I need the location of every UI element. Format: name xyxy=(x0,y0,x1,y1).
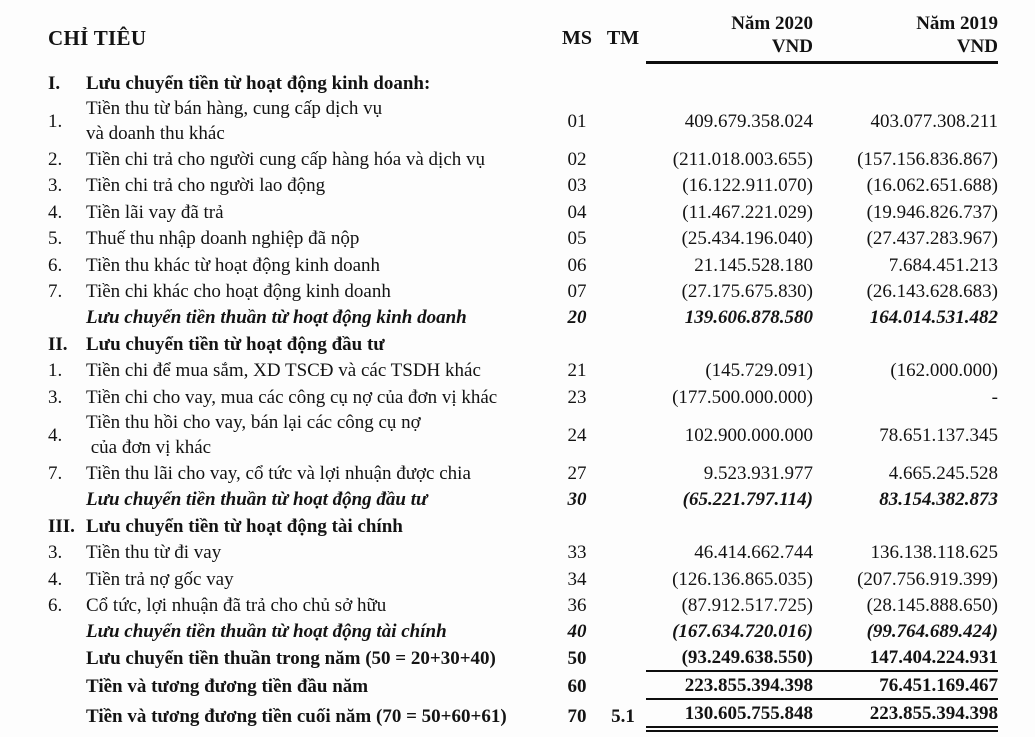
row-number: II. xyxy=(48,333,68,355)
row-label xyxy=(86,461,554,486)
currency-vnd-2020: VND xyxy=(771,36,813,57)
value-2019: (27.437.283.967) xyxy=(866,228,998,250)
table-row xyxy=(48,96,1035,146)
value-2020: 9.523.931.977 xyxy=(703,462,813,484)
year-2020-label: Năm 2020 xyxy=(731,13,813,34)
table-row xyxy=(48,252,1035,278)
row-label xyxy=(86,173,554,198)
value-2019: (16.062.651.688) xyxy=(866,175,998,197)
row-number: 7. xyxy=(48,462,63,484)
value-2020: 46.414.662.744 xyxy=(694,542,813,564)
ms-code: 50 xyxy=(567,648,587,670)
table-row xyxy=(48,331,1035,357)
value-2019: 164.014.531.482 xyxy=(869,307,998,329)
table-row xyxy=(48,70,1035,96)
table-header xyxy=(48,12,1035,64)
ms-code: 06 xyxy=(567,254,587,276)
value-2020: (211.018.003.655) xyxy=(672,149,813,171)
value-2020: (65.221.797.114) xyxy=(682,489,813,511)
ms-code: 27 xyxy=(567,462,587,484)
row-label xyxy=(86,279,554,304)
row-label xyxy=(86,619,554,644)
ms-code: 01 xyxy=(567,110,587,132)
column-header-2019 xyxy=(813,12,998,58)
value-2020: 130.605.755.848 xyxy=(684,703,813,725)
row-number: 4. xyxy=(48,201,63,223)
ms-code: 24 xyxy=(567,424,587,446)
ms-code: 20 xyxy=(567,307,587,329)
ms-code: 40 xyxy=(567,621,587,643)
row-label xyxy=(86,567,554,592)
row-label xyxy=(86,704,554,729)
value-columns xyxy=(646,619,998,645)
ms-code: 34 xyxy=(567,568,587,590)
row-label xyxy=(86,593,554,618)
value-2020: (25.434.196.040) xyxy=(681,228,813,250)
value-2019: (157.156.836.867) xyxy=(857,149,998,171)
table-row xyxy=(48,592,1035,618)
table-row xyxy=(48,278,1035,304)
row-number: I. xyxy=(48,72,61,94)
row-label xyxy=(86,410,554,460)
value-columns xyxy=(646,226,998,252)
value-2020: (145.729.091) xyxy=(705,360,813,382)
row-label-line: của đơn vị khác xyxy=(86,437,212,459)
row-label xyxy=(86,646,554,671)
value-columns xyxy=(646,358,998,384)
value-columns xyxy=(646,592,998,618)
row-label xyxy=(86,385,554,410)
row-label-line: Tiền trả nợ gốc vay xyxy=(86,568,234,590)
value-2020: 102.900.000.000 xyxy=(684,424,813,446)
row-number: 4. xyxy=(48,424,63,446)
row-label-line: Lưu chuyển tiền thuần trong năm (50 = 20+30+40) xyxy=(86,648,496,670)
row-label xyxy=(86,358,554,383)
row-label-line: Tiền chi khác cho hoạt động kinh doanh xyxy=(86,281,391,303)
row-label xyxy=(86,674,554,699)
row-label-line: Tiền thu lãi cho vay, cổ tức và lợi nhuận được chia xyxy=(86,462,471,484)
value-2019: 4.665.245.528 xyxy=(888,462,998,484)
value-columns xyxy=(646,410,998,460)
row-number: 6. xyxy=(48,254,63,276)
value-2019: (28.145.888.650) xyxy=(866,594,998,616)
row-label-line: Tiền thu từ đi vay xyxy=(86,542,222,564)
value-columns xyxy=(646,673,998,700)
value-columns xyxy=(646,305,998,331)
ms-code: 03 xyxy=(567,175,587,197)
row-number: III. xyxy=(48,515,75,537)
row-number: 3. xyxy=(48,542,63,564)
value-2020: (177.500.000.000) xyxy=(672,386,813,408)
currency-vnd-2019: VND xyxy=(956,36,998,57)
value-columns xyxy=(646,199,998,225)
row-label xyxy=(86,147,554,172)
row-label-line: và doanh thu khác xyxy=(86,123,225,145)
value-2019: 76.451.169.467 xyxy=(879,675,998,697)
row-label xyxy=(86,253,554,278)
value-columns xyxy=(646,645,998,672)
row-label-line: Tiền chi trả cho người lao động xyxy=(86,175,326,197)
table-row xyxy=(48,619,1035,645)
row-number: 3. xyxy=(48,175,63,197)
table-row xyxy=(48,199,1035,225)
value-columns xyxy=(646,487,998,513)
value-columns xyxy=(646,539,998,565)
value-columns xyxy=(646,460,998,486)
row-number: 2. xyxy=(48,149,63,171)
ms-code: 21 xyxy=(567,360,587,382)
value-2020: (16.122.911.070) xyxy=(682,175,813,197)
row-label xyxy=(86,96,554,146)
value-columns xyxy=(646,331,998,357)
value-2019: (19.946.826.737) xyxy=(866,201,998,223)
row-label-line: Tiền và tương đương tiền cuối năm (70 = 50+60+61) xyxy=(86,706,507,728)
value-2019: 78.651.137.345 xyxy=(879,424,998,446)
value-2019: (207.756.919.399) xyxy=(857,568,998,590)
row-label-line: Cổ tức, lợi nhuận đã trả cho chủ sở hữu xyxy=(86,594,387,616)
value-2019: 7.684.451.213 xyxy=(888,254,998,276)
value-2020: (11.467.221.029) xyxy=(682,201,813,223)
row-label-line: Lưu chuyển tiền từ hoạt động kinh doanh: xyxy=(86,72,431,94)
value-columns xyxy=(646,252,998,278)
value-columns xyxy=(646,566,998,592)
row-label-line: Tiền chi trả cho người cung cấp hàng hóa và dịch vụ xyxy=(86,149,486,171)
table-row xyxy=(48,487,1035,513)
row-label-line: Lưu chuyển tiền thuần từ hoạt động tài chính xyxy=(86,621,447,643)
row-label-line: Tiền thu hồi cho vay, bán lại các công cụ nợ xyxy=(86,412,421,434)
table-row xyxy=(48,566,1035,592)
row-label-line: Tiền thu từ bán hàng, cung cấp dịch vụ xyxy=(86,98,383,120)
value-2019: 136.138.118.625 xyxy=(870,542,998,564)
row-label-line: Tiền lãi vay đã trả xyxy=(86,201,224,223)
ms-code: 05 xyxy=(567,228,587,250)
column-header-2020 xyxy=(646,12,813,58)
ms-code: 07 xyxy=(567,281,587,303)
row-label xyxy=(86,226,554,251)
value-2020: (87.912.517.725) xyxy=(681,594,813,616)
value-2019: 147.404.224.931 xyxy=(869,647,998,669)
ms-code: 36 xyxy=(567,594,587,616)
cash-flow-table-body xyxy=(48,70,1035,733)
value-2020: 139.606.878.580 xyxy=(684,307,813,329)
row-number: 1. xyxy=(48,110,63,132)
value-columns xyxy=(646,96,998,146)
table-row xyxy=(48,358,1035,384)
table-row xyxy=(48,173,1035,199)
column-header-ms: MS xyxy=(562,26,592,49)
row-label-line: Tiền chi cho vay, mua các công cụ nợ của đơn vị khác xyxy=(86,386,498,408)
row-label-line: Tiền chi để mua sắm, XD TSCĐ và các TSDH khác xyxy=(86,360,481,382)
tm-note: 5.1 xyxy=(611,706,635,728)
row-label xyxy=(86,332,554,357)
value-columns xyxy=(646,513,998,539)
table-row xyxy=(48,645,1035,673)
row-number: 7. xyxy=(48,281,63,303)
row-number: 3. xyxy=(48,386,63,408)
value-2019: (26.143.628.683) xyxy=(866,281,998,303)
row-label-line: Lưu chuyển tiền thuần từ hoạt động đầu tư xyxy=(86,489,428,511)
value-2020: 223.855.394.398 xyxy=(684,675,813,697)
table-row xyxy=(48,384,1035,410)
value-columns xyxy=(646,70,998,96)
value-2019: (99.764.689.424) xyxy=(866,621,998,643)
row-label xyxy=(86,487,554,512)
column-header-tm: TM xyxy=(606,26,640,49)
value-2020: (27.175.675.830) xyxy=(681,281,813,303)
row-label xyxy=(86,305,554,330)
value-2020: (93.249.638.550) xyxy=(681,647,813,669)
table-row xyxy=(48,146,1035,172)
value-2019: 403.077.308.211 xyxy=(870,110,998,132)
year-columns-header xyxy=(646,12,998,64)
value-2019: 223.855.394.398 xyxy=(869,703,998,725)
value-2020: (126.136.865.035) xyxy=(672,568,813,590)
value-2019: 83.154.382.873 xyxy=(879,489,998,511)
ms-code: 30 xyxy=(567,489,587,511)
value-columns xyxy=(646,146,998,172)
row-number: 1. xyxy=(48,360,63,382)
row-label xyxy=(86,71,554,96)
table-row xyxy=(48,460,1035,486)
table-row xyxy=(48,226,1035,252)
row-label xyxy=(86,200,554,225)
row-number: 6. xyxy=(48,594,63,616)
row-label xyxy=(86,514,554,539)
value-2020: (167.634.720.016) xyxy=(672,621,813,643)
column-header-chi-tieu: CHỈ TIÊU xyxy=(48,25,147,50)
table-row xyxy=(48,305,1035,331)
value-2019: - xyxy=(991,386,998,408)
row-label-line: Lưu chuyển tiền thuần từ hoạt động kinh doanh xyxy=(86,307,467,329)
table-row xyxy=(48,410,1035,460)
value-columns xyxy=(646,384,998,410)
value-2020: 409.679.358.024 xyxy=(684,110,813,132)
value-2020: 21.145.528.180 xyxy=(694,254,813,276)
row-number: 4. xyxy=(48,568,63,590)
table-row xyxy=(48,539,1035,565)
row-label-line: Tiền và tương đương tiền đầu năm xyxy=(86,676,369,698)
value-columns xyxy=(646,701,998,732)
row-label-line: Lưu chuyển tiền từ hoạt động đầu tư xyxy=(86,333,385,355)
value-2019: (162.000.000) xyxy=(890,360,998,382)
ms-code: 60 xyxy=(567,676,587,698)
value-columns xyxy=(646,278,998,304)
row-number: 5. xyxy=(48,228,63,250)
table-row xyxy=(48,513,1035,539)
row-label-line: Tiền thu khác từ hoạt động kinh doanh xyxy=(86,254,381,276)
ms-code: 23 xyxy=(567,386,587,408)
value-columns xyxy=(646,173,998,199)
row-label xyxy=(86,540,554,565)
ms-code: 02 xyxy=(567,149,587,171)
ms-code: 33 xyxy=(567,542,587,564)
table-row xyxy=(48,701,1035,733)
row-label-line: Lưu chuyển tiền từ hoạt động tài chính xyxy=(86,515,403,537)
row-label-line: Thuế thu nhập doanh nghiệp đã nộp xyxy=(86,228,360,250)
ms-code: 70 xyxy=(567,706,587,728)
ms-code: 04 xyxy=(567,201,587,223)
table-row xyxy=(48,673,1035,701)
year-2019-label: Năm 2019 xyxy=(916,13,998,34)
